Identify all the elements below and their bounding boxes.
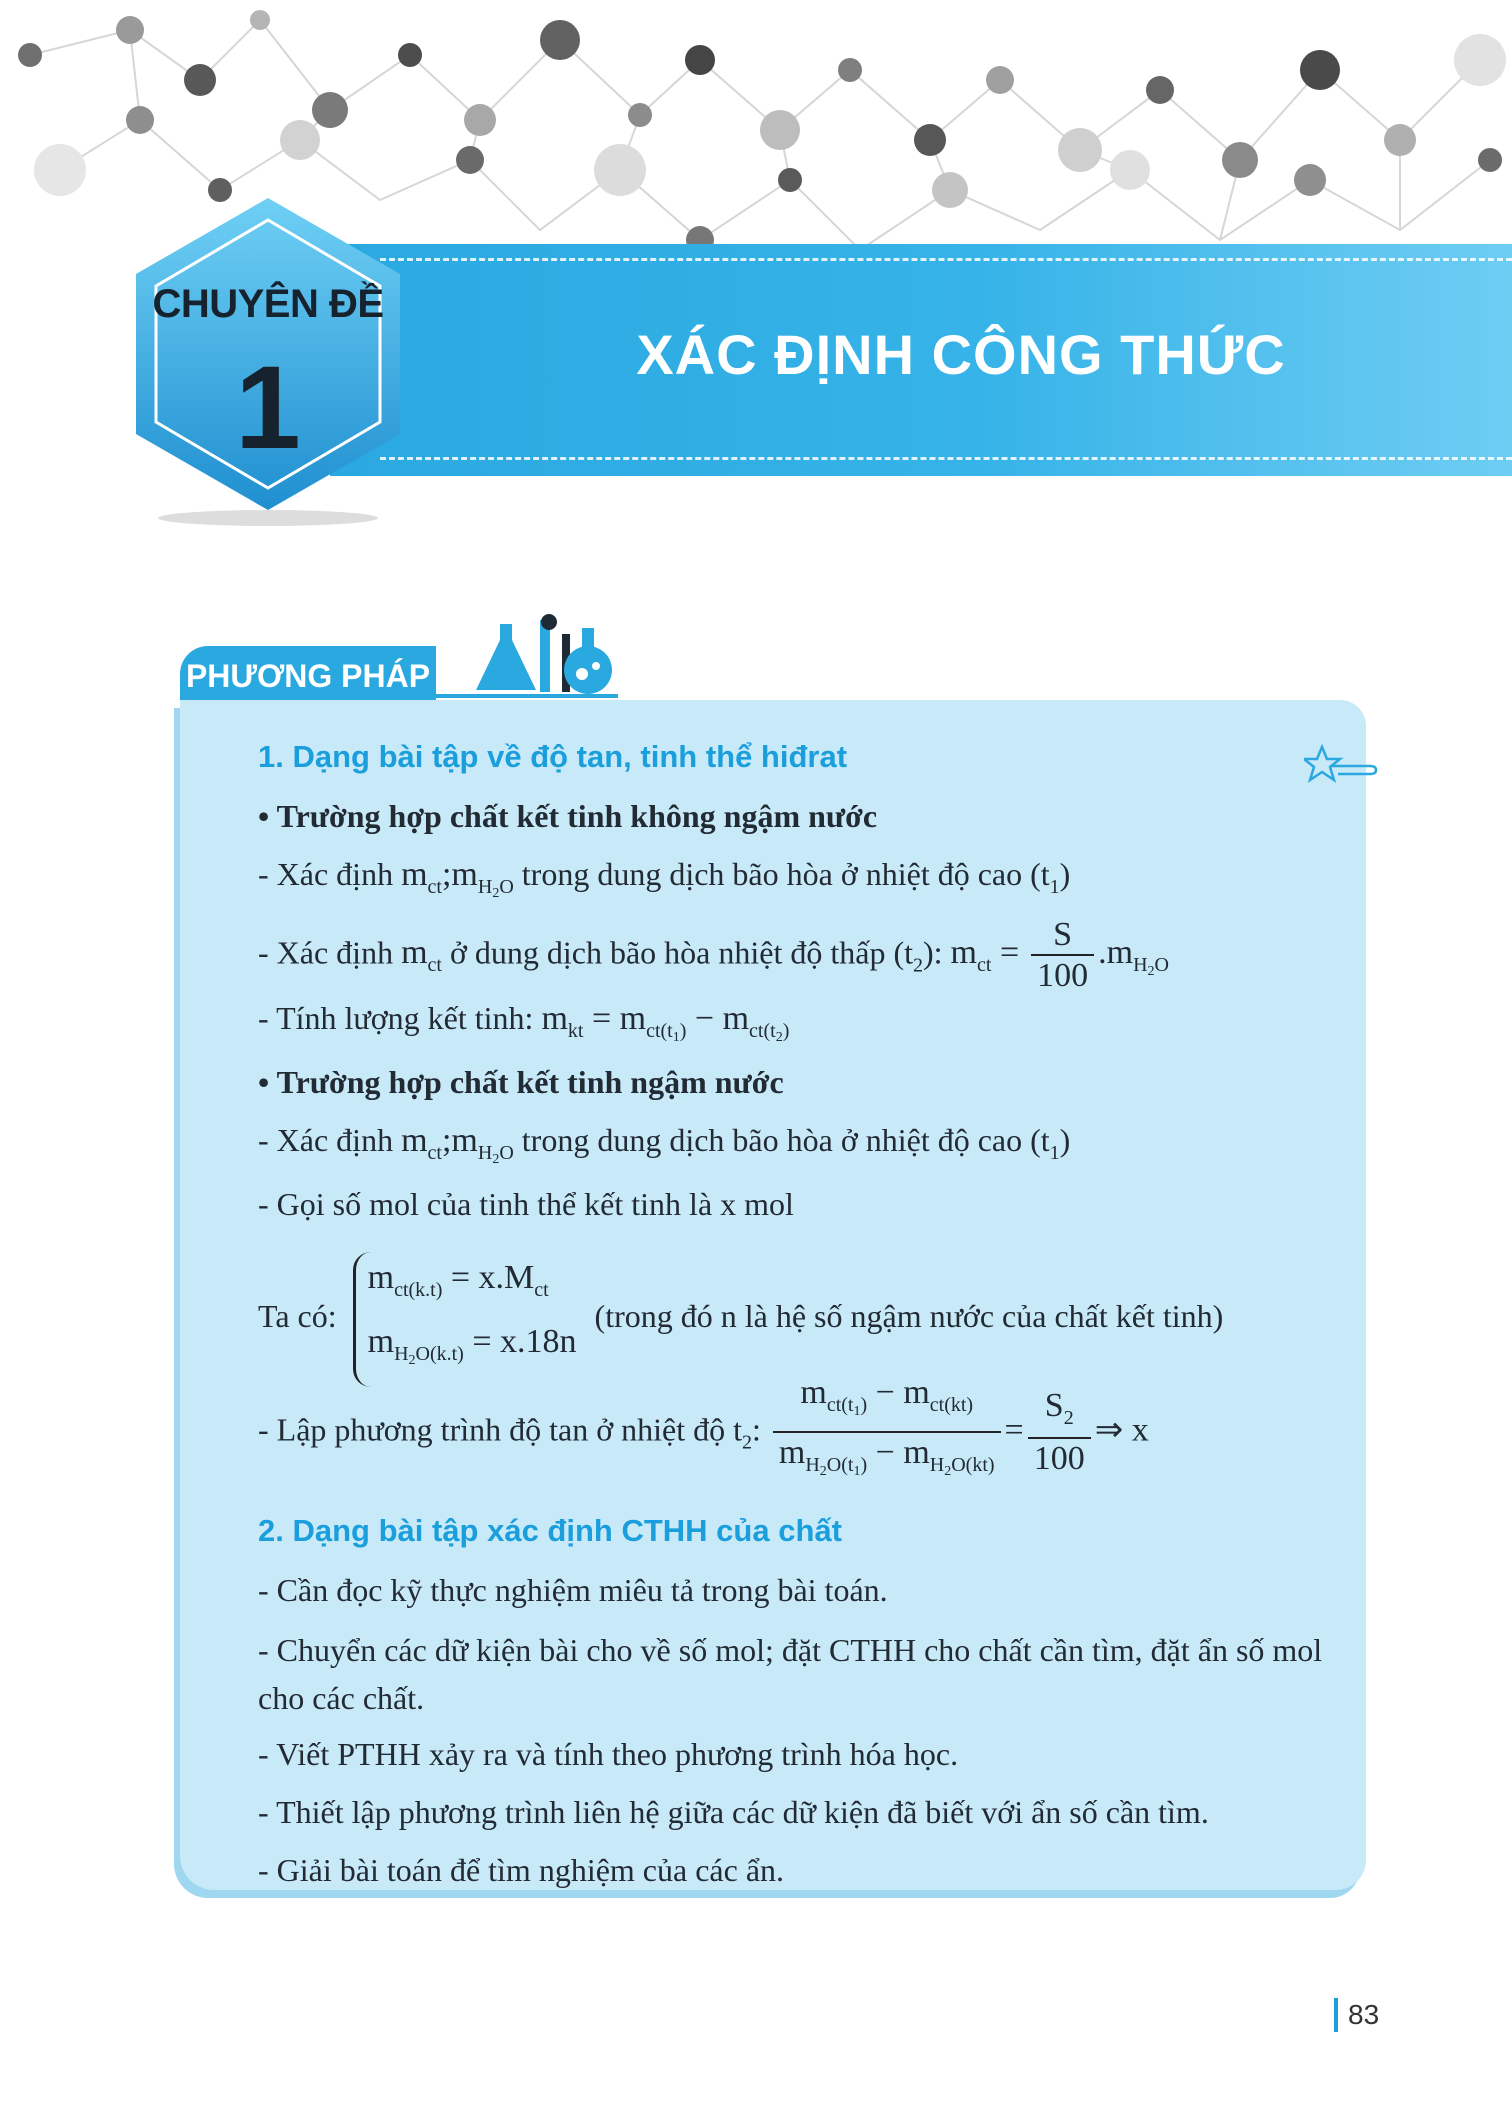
case-2-line-1: - Xác định $m_{ct};m_{H_2O}$ trong dung dịch bão hòa ở nhiệt độ cao $(t_1)$ [258, 1122, 1071, 1167]
solubility-equation-line: - Lập phương trình độ tan ở nhiệt độ $t_2$: $\frac{m_{ct(t_1)} - m_{ct(kt)}}{m_{H_2O(t_1)} - m_{H_2O(kt)}}$ = $\frac{S_2}{100}$ ⇒ x [258, 1374, 1338, 1486]
system-prefix: Ta có: [258, 1297, 337, 1334]
line-prefix: - Lập phương trình độ tan ở nhiệt độ t [258, 1411, 742, 1448]
fraction: $\frac{S_2}{100}$ [1028, 1387, 1091, 1479]
formula: $m_{ct}$ = [950, 934, 1020, 977]
line-prefix: - Xác định [258, 856, 394, 892]
formula: $m_{ct};m_{H_2O}$ [401, 856, 514, 901]
chapter-number: 1 [235, 342, 301, 474]
line-prefix: - Tính lượng kết tinh: [258, 1000, 534, 1036]
list-item: - Thiết lập phương trình liên hệ giữa các dữ kiện đã biết với ẩn số cần tìm. [258, 1794, 1209, 1830]
case-1-line-2: - Xác định $m_{ct}$ ở dung dịch bão hòa nhiệt độ thấp $(t_2)$: $m_{ct}$ = $\frac{S}{100}$ $.m_{H_2O}$ [258, 916, 1169, 994]
equation-system-line [258, 1252, 1338, 1368]
formula: $m_{ct};m_{H_2O}$ [401, 1122, 514, 1167]
section-1-heading: 1. Dạng bài tập về độ tan, tinh thể hiđrat [258, 739, 848, 774]
chapter-title: XÁC ĐỊNH CÔNG THỨC [636, 323, 1286, 386]
formula: ⇒ x [1094, 1411, 1149, 1449]
subscript: 2 [913, 954, 923, 977]
banner-dashed-line-top [380, 258, 1512, 261]
formula: $m_{ct}$ [401, 934, 442, 977]
line-prefix: - Xác định [258, 1122, 394, 1158]
section-tab [180, 646, 436, 708]
fraction: $\frac{S}{100}$ [1031, 916, 1094, 996]
line-suffix: trong dung dịch bão hòa ở nhiệt độ cao (t [521, 856, 1050, 892]
case-2-title: • Trường hợp chất kết tinh ngậm nước [258, 1064, 784, 1100]
list-item: - Chuyển các dữ kiện bài cho về số mol; đặt CTHH cho chất cần tìm, đặt ẩn số mol cho các chất. [258, 1632, 1323, 1716]
lab-flask-icon [456, 610, 616, 700]
case-1-title: • Trường hợp chất kết tinh không ngậm nước [258, 798, 878, 834]
line-suffix: trong dung dịch bão hòa ở nhiệt độ cao (t [521, 1122, 1050, 1158]
line-suffix: ở dung dịch bão hòa nhiệt độ thấp (t [449, 934, 913, 971]
line-prefix: - Xác định [258, 934, 394, 971]
section-2-heading: 2. Dạng bài tập xác định CTHH của chất [258, 1513, 842, 1548]
chapter-label: CHUYÊN ĐỀ [152, 282, 384, 326]
case-2-line-2: - Gọi số mol của tinh thể kết tinh là x mol [258, 1186, 794, 1222]
subscript: 1 [1049, 1142, 1060, 1164]
fraction: $\frac{m_{ct(t_1)} - m_{ct(kt)}}{m_{H_2O(t_1)} - m_{H_2O(kt)}}$ [773, 1374, 1001, 1492]
list-item: - Giải bài toán để tìm nghiệm của các ẩn. [258, 1852, 785, 1888]
method-content [258, 736, 1338, 1906]
equation-system: $m_{ct(k.t)} = x.M_{ct}$ $m_{H_2O(k.t)} = x.18n$ [353, 1252, 577, 1387]
chapter-title-banner [330, 244, 1512, 476]
formula: $.m_{H_2O}$ [1098, 934, 1169, 980]
system-note: (trong đó n là hệ số ngậm nước của chất kết tinh) [594, 1297, 1224, 1334]
subscript: 1 [1049, 876, 1060, 898]
page-number: 83 [1334, 1998, 1379, 2032]
formula: = [1004, 1411, 1024, 1449]
list-item: - Viết PTHH xảy ra và tính theo phương trình hóa học. [258, 1736, 959, 1772]
case-1-line-3 [258, 996, 1338, 1060]
subscript: 2 [742, 1431, 752, 1454]
banner-dashed-line-bottom [380, 457, 1512, 460]
formula: $m_{kt} = m_{ct(t_1)} - m_{ct(t_2)}$ [541, 1000, 790, 1045]
case-1-line-1: - Xác định $m_{ct};m_{H_2O}$ trong dung dịch bão hòa ở nhiệt độ cao $(t_1)$ [258, 856, 1071, 901]
section-tab-label: PHƯƠNG PHÁP [185, 658, 431, 694]
list-item: - Cần đọc kỹ thực nghiệm miêu tả trong bài toán. [258, 1572, 888, 1608]
